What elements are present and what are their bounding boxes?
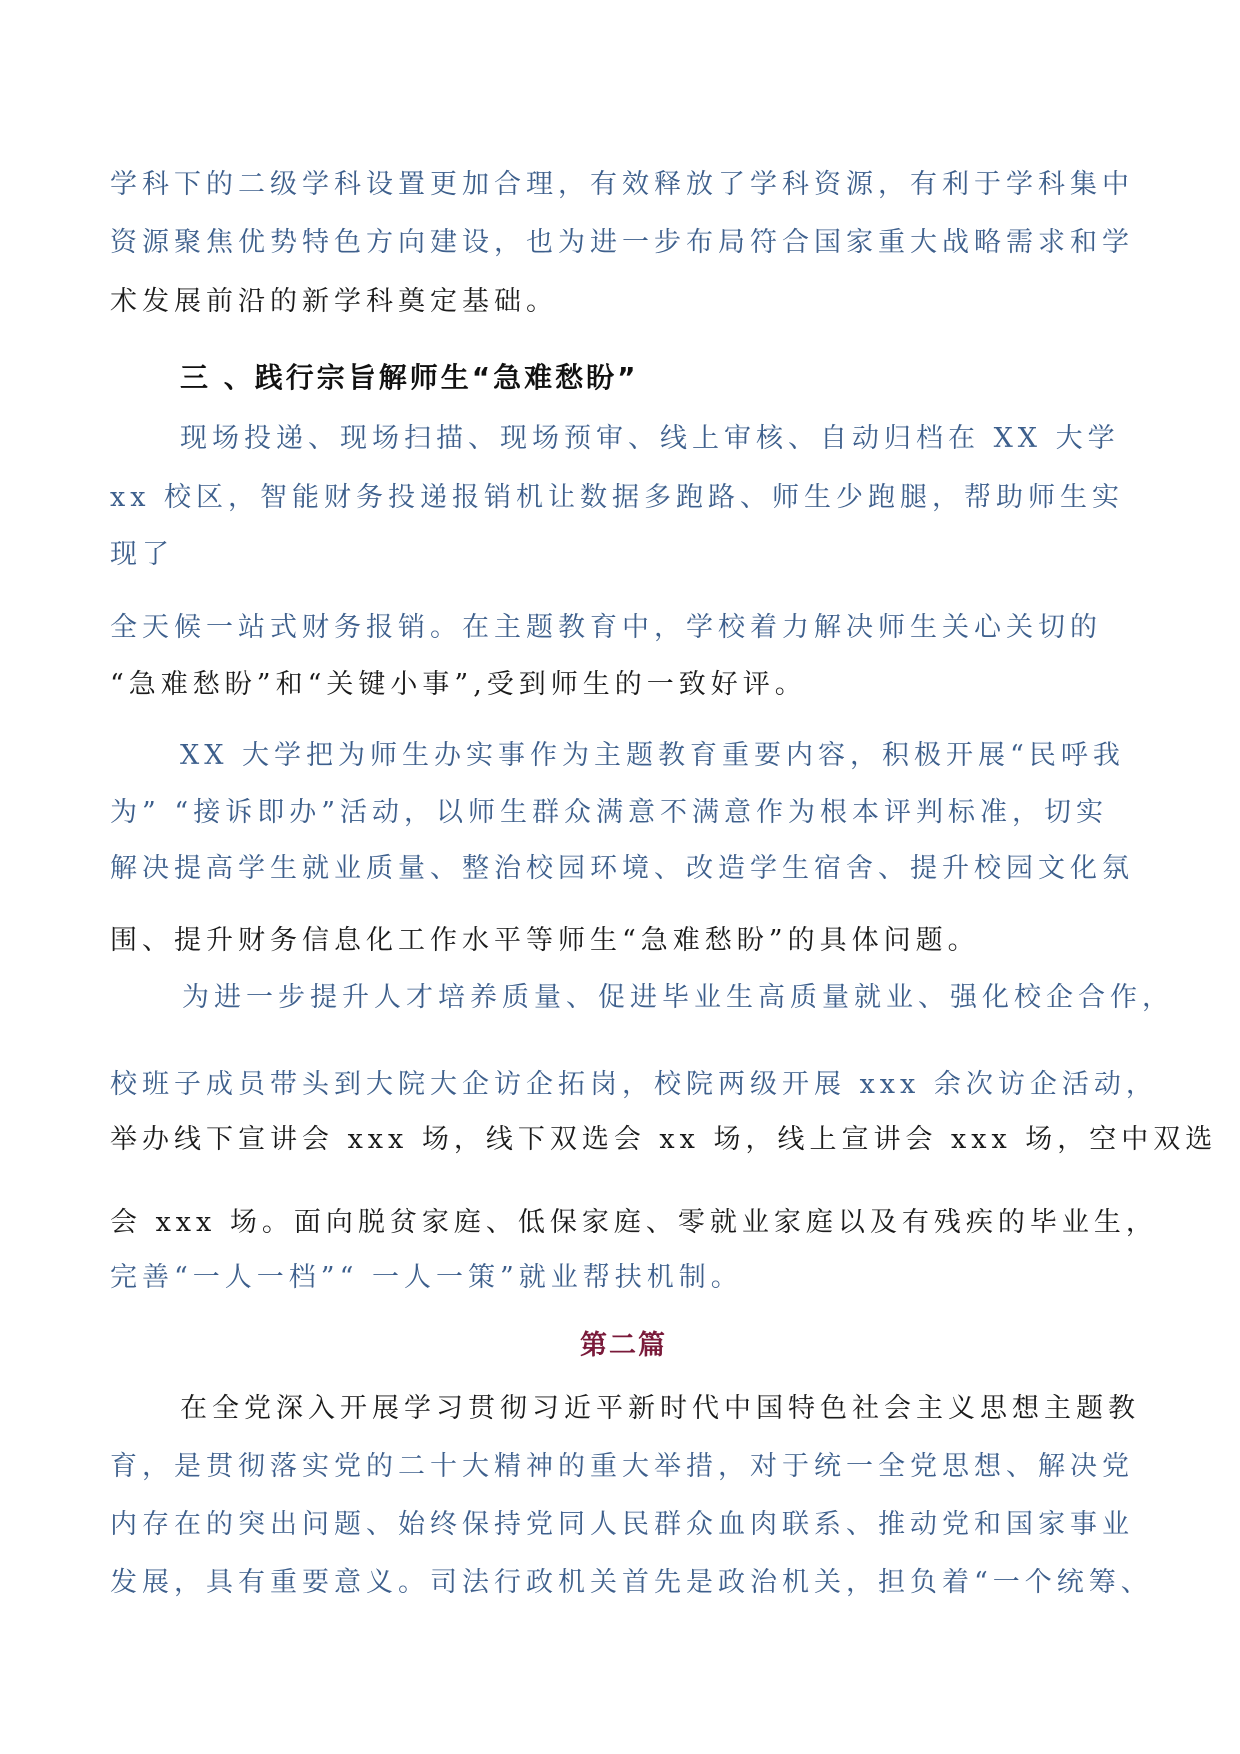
paragraph-line: 内存在的突出问题、始终保持党同人民群众血肉联系、推动党和国家事业 [110,1509,1134,1540]
paragraph-line: XX 大学把为师生办实事作为主题教育重要内容，积极开展“民呼我 [180,740,1125,771]
paragraph-line: xx 校区，智能财务投递报销机让数据多跑路、师生少跑腿，帮助师生实 [110,482,1125,513]
paragraph-line: 在全党深入开展学习贯彻习近平新时代中国特色社会主义思想主题教 [180,1393,1140,1424]
paragraph-line: 育，是贯彻落实党的二十大精神的重大举措，对于统一全党思想、解决党 [110,1451,1134,1482]
section-heading: 三 、践行宗旨解师生“急难愁盼” [180,361,639,394]
paragraph-line: “急难愁盼”和“关键小事”,受到师生的一致好评。 [110,669,807,700]
paragraph-line: 学科下的二级学科设置更加合理，有效释放了学科资源，有利于学科集中 [110,169,1134,200]
paragraph-line: 完善“一人一档”“ 一人一策”就业帮扶机制。 [110,1262,743,1293]
paragraph-line: 校班子成员带头到大院大企访企拓岗，校院两级开展 xxx 余次访企活动， [110,1069,1158,1100]
paragraph-line: 解决提高学生就业质量、整治校园环境、改造学生宿舍、提升校园文化氛 [110,853,1134,884]
paragraph-line: 术发展前沿的新学科奠定基础。 [110,286,558,317]
paragraph-line: 围、提升财务信息化工作水平等师生“急难愁盼”的具体问题。 [110,925,980,956]
paragraph-line: 会 xxx 场。面向脱贫家庭、低保家庭、零就业家庭以及有残疾的毕业生， [110,1207,1158,1238]
paragraph-line: 发展，具有重要意义。司法行政机关首先是政治机关，担负着“一个统筹、 [110,1567,1153,1598]
paragraph-line: 资源聚焦优势特色方向建设，也为进一步布局符合国家重大战略需求和学 [110,227,1134,258]
paragraph-line: 现场投递、现场扫描、现场预审、线上审核、自动归档在 XX 大学 [180,423,1120,454]
paragraph-line: 为” “接诉即办”活动，以师生群众满意不满意作为根本评判标准，切实 [110,797,1108,828]
paragraph-line: 全天候一站式财务报销。在主题教育中，学校着力解决师生关心关切的 [110,612,1102,643]
section-title: 第二篇 [580,1330,667,1361]
paragraph-line: 为进一步提升人才培养质量、促进毕业生高质量就业、强化校企合作， [182,982,1174,1013]
paragraph-line: 现了 [110,539,174,570]
paragraph-line: 举办线下宣讲会 xxx 场，线下双选会 xx 场，线上宣讲会 xxx 场，空中双选 [110,1124,1218,1155]
